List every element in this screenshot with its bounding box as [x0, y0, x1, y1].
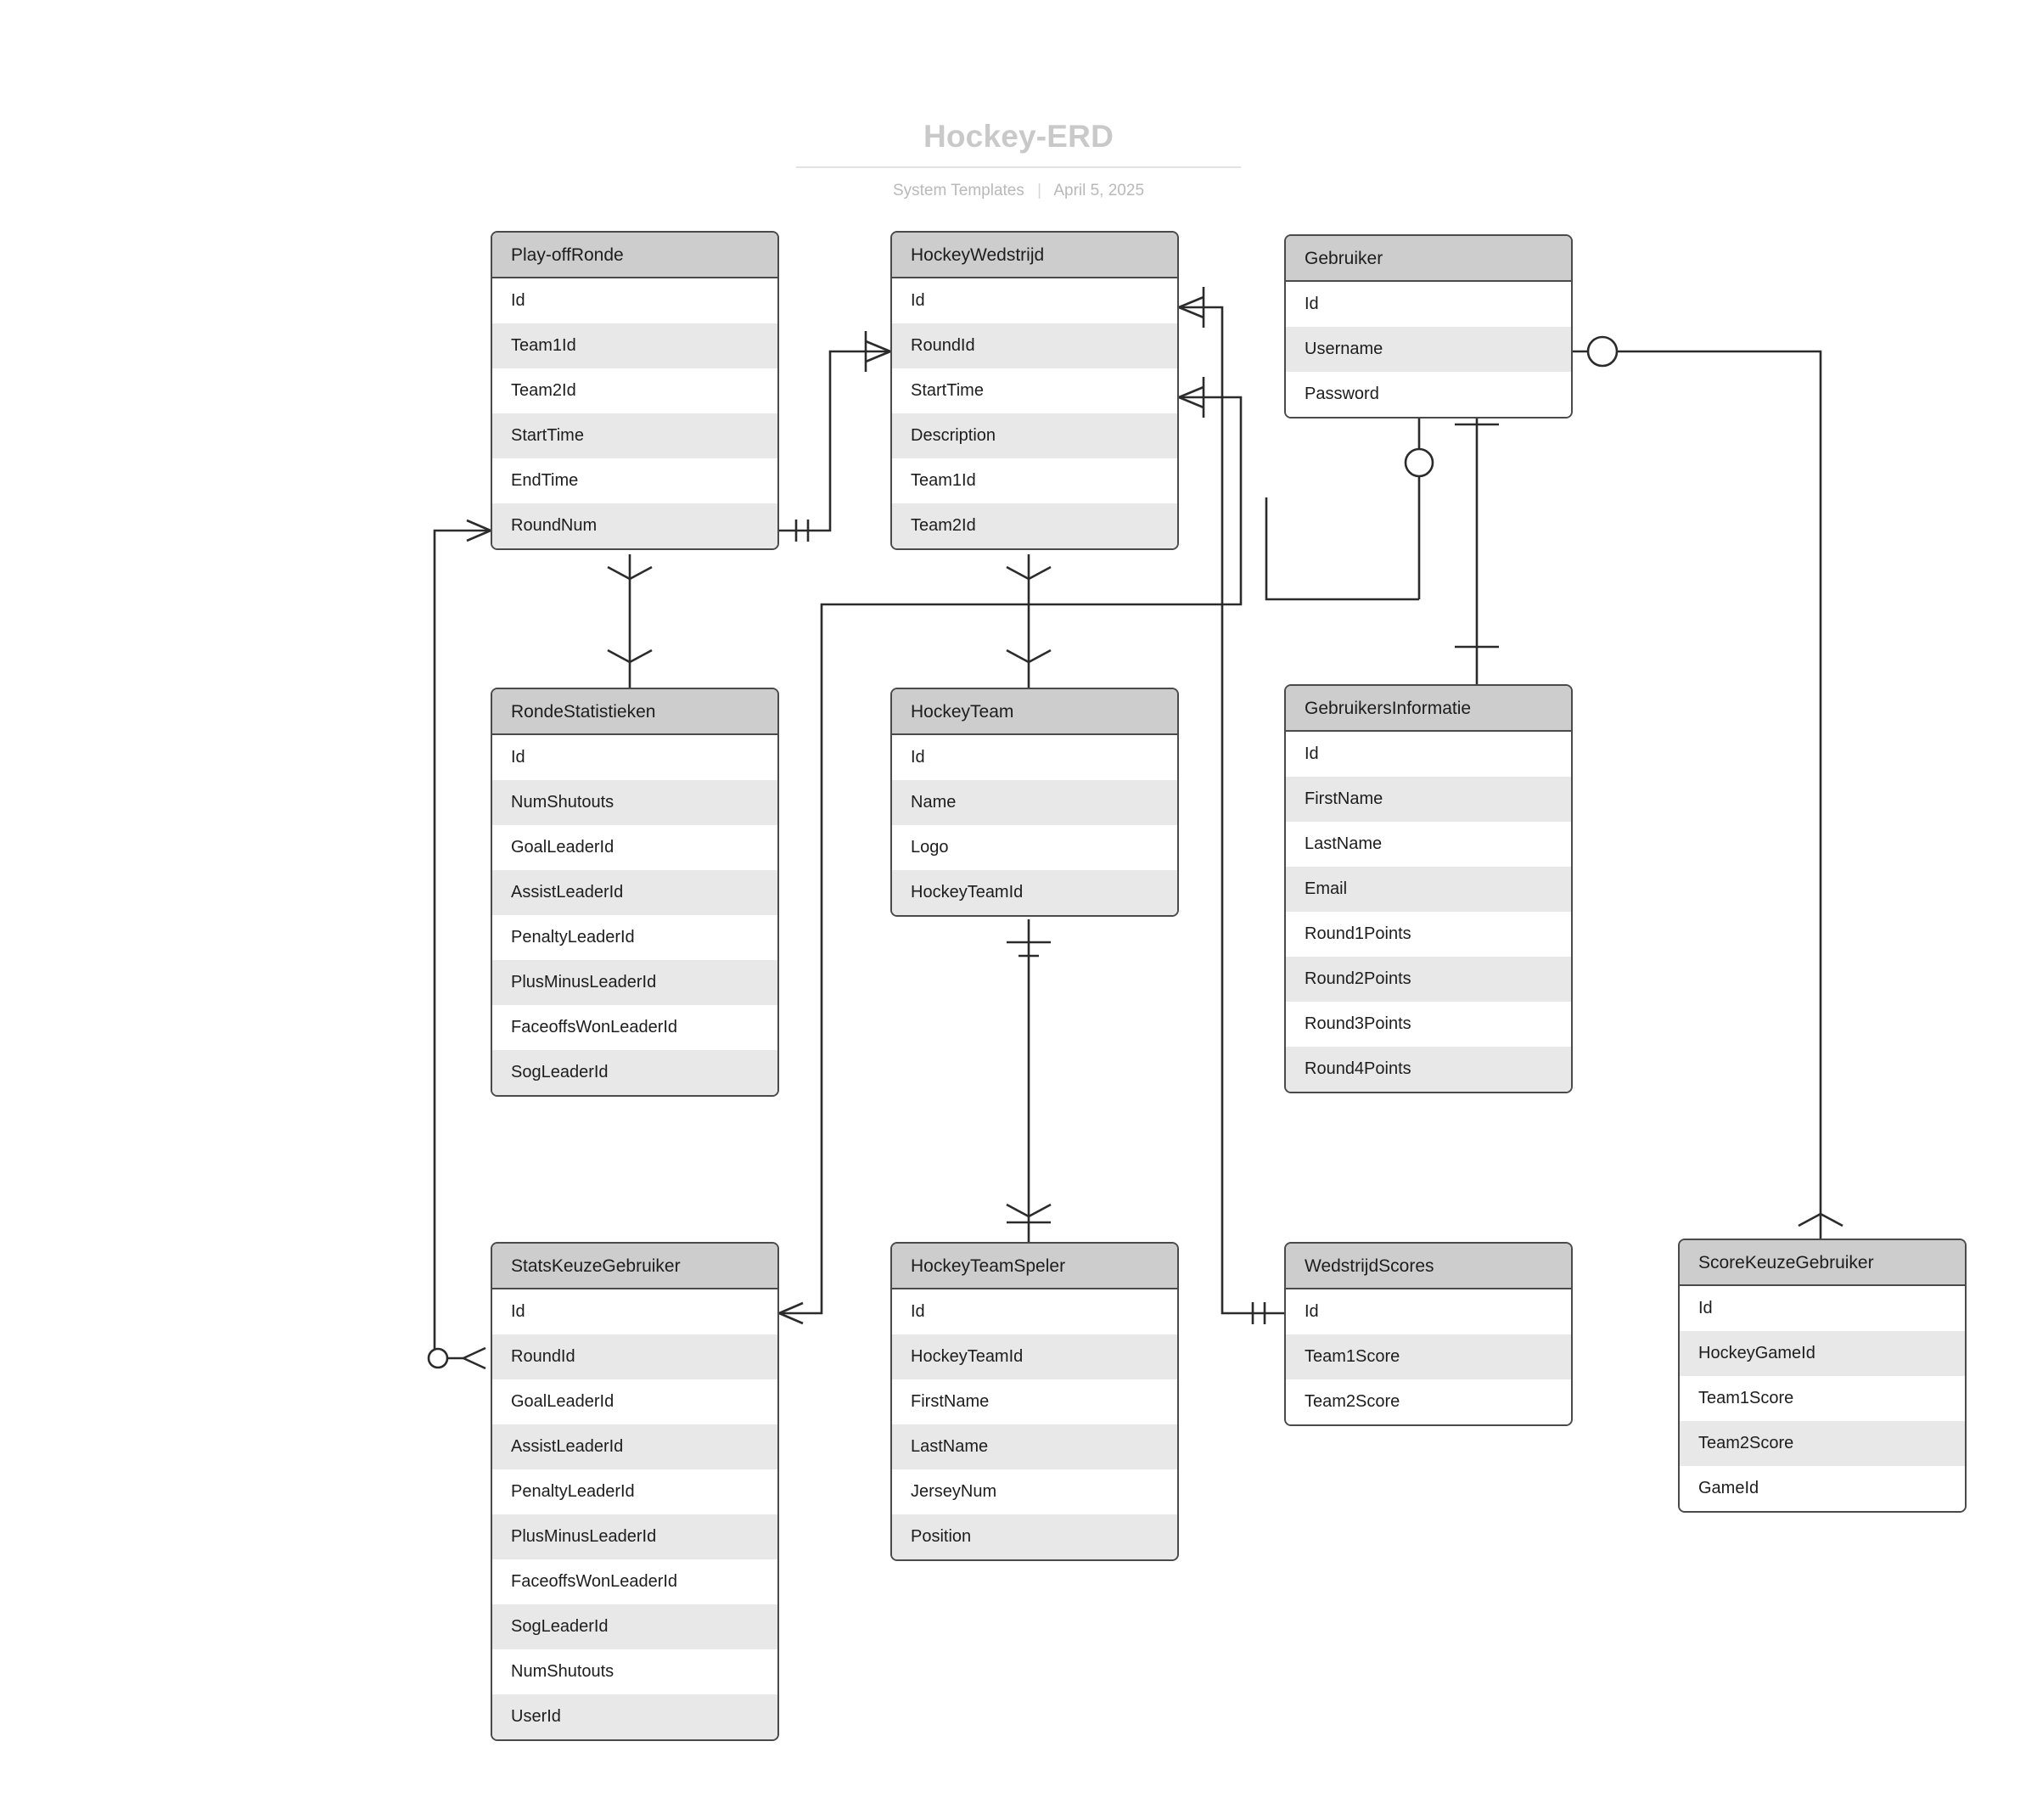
entity-attribute: Id	[492, 278, 777, 323]
entity-attribute: Id	[892, 735, 1177, 780]
entity-statskeuzegebruiker[interactable]	[491, 1242, 779, 1741]
page-title: Hockey-ERD	[796, 119, 1241, 168]
entity-attribute: Round4Points	[1286, 1047, 1571, 1092]
entity-attribute: GoalLeaderId	[492, 825, 777, 870]
entity-attribute: Username	[1286, 327, 1571, 372]
entity-attribute: Position	[892, 1514, 1177, 1559]
entity-attribute: AssistLeaderId	[492, 870, 777, 915]
entity-title: Gebruiker	[1286, 236, 1571, 282]
entity-attribute: LastName	[1286, 822, 1571, 867]
entity-attribute: Name	[892, 780, 1177, 825]
entity-attribute: JerseyNum	[892, 1469, 1177, 1514]
entity-attribute: Id	[1286, 732, 1571, 777]
entity-title: WedstrijdScores	[1286, 1244, 1571, 1289]
entity-attribute: GoalLeaderId	[492, 1379, 777, 1424]
entity-attribute: SogLeaderId	[492, 1050, 777, 1095]
entity-attribute: Id	[892, 278, 1177, 323]
entity-hockeywedstrijd[interactable]	[890, 231, 1179, 550]
entity-title: StatsKeuzeGebruiker	[492, 1244, 777, 1289]
entity-attribute: Round1Points	[1286, 912, 1571, 957]
entity-gebruikersinformatie[interactable]	[1284, 684, 1573, 1093]
entity-play-offronde[interactable]	[491, 231, 779, 550]
entity-attribute: Team1Score	[1286, 1334, 1571, 1379]
entity-attribute: PenaltyLeaderId	[492, 915, 777, 960]
entity-attribute: Team1Id	[492, 323, 777, 368]
entity-attribute: PenaltyLeaderId	[492, 1469, 777, 1514]
entity-wedstrijdscores[interactable]	[1284, 1242, 1573, 1426]
entity-attribute: Id	[1286, 1289, 1571, 1334]
entity-hockeyteam[interactable]	[890, 688, 1179, 917]
entity-title: HockeyTeam	[892, 689, 1177, 735]
entity-attribute: UserId	[492, 1694, 777, 1739]
entity-attribute: StartTime	[492, 413, 777, 458]
entity-attribute: HockeyTeamId	[892, 870, 1177, 915]
entity-attribute: AssistLeaderId	[492, 1424, 777, 1469]
entity-attribute: Description	[892, 413, 1177, 458]
entity-title: RondeStatistieken	[492, 689, 777, 735]
entity-gebruiker[interactable]	[1284, 234, 1573, 418]
entity-attribute: Round3Points	[1286, 1002, 1571, 1047]
entity-attribute: FaceoffsWonLeaderId	[492, 1559, 777, 1604]
entity-attribute: Id	[1680, 1286, 1965, 1331]
entity-scorekeuzegebruiker[interactable]	[1678, 1239, 1967, 1513]
entity-attribute: Team1Id	[892, 458, 1177, 503]
entity-attribute: PlusMinusLeaderId	[492, 960, 777, 1005]
entity-attribute: Id	[492, 1289, 777, 1334]
entity-attribute: Team2Id	[492, 368, 777, 413]
entity-attribute: NumShutouts	[492, 780, 777, 825]
entity-attribute: Email	[1286, 867, 1571, 912]
entity-attribute: FirstName	[1286, 777, 1571, 822]
entity-attribute: SogLeaderId	[492, 1604, 777, 1649]
entity-attribute: Id	[892, 1289, 1177, 1334]
diagram-title-block	[0, 119, 2037, 200]
entity-title: GebruikersInformatie	[1286, 686, 1571, 732]
entity-hockeyteamspeler[interactable]	[890, 1242, 1179, 1561]
entity-attribute: Password	[1286, 372, 1571, 417]
entity-attribute: Round2Points	[1286, 957, 1571, 1002]
entity-attribute: RoundId	[892, 323, 1177, 368]
entity-title: Play-offRonde	[492, 233, 777, 278]
entity-attribute: FaceoffsWonLeaderId	[492, 1005, 777, 1050]
entity-attribute: Team2Score	[1680, 1421, 1965, 1466]
entity-attribute: GameId	[1680, 1466, 1965, 1511]
entity-attribute: Team2Id	[892, 503, 1177, 548]
entity-attribute: RoundId	[492, 1334, 777, 1379]
subtitle-date: April 5, 2025	[1053, 182, 1145, 199]
entity-attribute: StartTime	[892, 368, 1177, 413]
entity-attribute: Id	[492, 735, 777, 780]
entity-title: ScoreKeuzeGebruiker	[1680, 1240, 1965, 1286]
entity-title: HockeyTeamSpeler	[892, 1244, 1177, 1289]
entity-attribute: Id	[1286, 282, 1571, 327]
entity-attribute: PlusMinusLeaderId	[492, 1514, 777, 1559]
diagram-subtitle	[0, 182, 2037, 200]
entity-attribute: RoundNum	[492, 503, 777, 548]
entity-attribute: Team2Score	[1286, 1379, 1571, 1424]
entity-attribute: EndTime	[492, 458, 777, 503]
entity-rondestatistieken[interactable]	[491, 688, 779, 1097]
entity-attribute: HockeyGameId	[1680, 1331, 1965, 1376]
entity-title: HockeyWedstrijd	[892, 233, 1177, 278]
entity-attribute: HockeyTeamId	[892, 1334, 1177, 1379]
entity-attribute: Team1Score	[1680, 1376, 1965, 1421]
subtitle-source: System Templates	[892, 182, 1024, 199]
entity-attribute: Logo	[892, 825, 1177, 870]
subtitle-divider: |	[1037, 182, 1042, 199]
entity-attribute: LastName	[892, 1424, 1177, 1469]
entity-attribute: NumShutouts	[492, 1649, 777, 1694]
entity-attribute: FirstName	[892, 1379, 1177, 1424]
